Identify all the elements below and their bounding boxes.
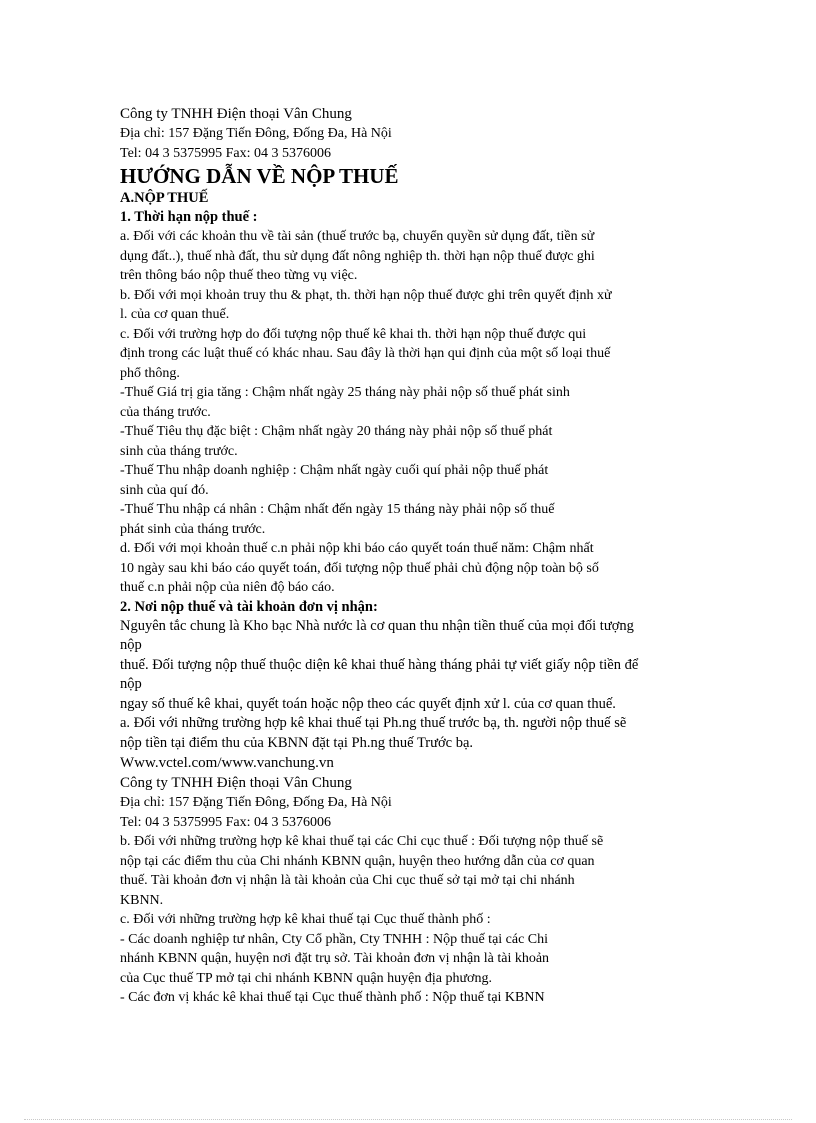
text-line: dụng đất..), thuế nhà đất, thu sử dụng đất nông nghiệp th. thời hạn nộp thuế được ghi xyxy=(120,248,595,264)
document-title: HƯỚNG DẪN VỀ NỘP THUẾ xyxy=(120,164,399,188)
text-line: a. Đối với các khoản thu về tài sản (thuế trước bạ, chuyển quyền sử dụng đất, tiền sử xyxy=(120,229,595,244)
text-line: thuế c.n phải nộp của niên độ báo cáo. xyxy=(120,580,335,595)
text-line: -Thuế Thu nhập doanh nghiệp : Chậm nhất ngày cuối quí phải nộp thuế phát xyxy=(120,463,549,478)
text-line: KBNN. xyxy=(120,892,164,908)
text-line: a. Đối với những trường hợp kê khai thuế tại Ph.ng thuế trước bạ, th. người nộp thuế sẽ xyxy=(120,715,627,731)
text-line: trên thông báo nộp thuế theo từng vụ việc. xyxy=(120,268,358,283)
page-bottom-divider xyxy=(24,1119,792,1120)
text-line: thuế. Tài khoản đơn vị nhận là tài khoản của Chi cục thuế sở tại mở tại chi nhánh xyxy=(120,873,575,888)
text-line: - Các doanh nghiệp tư nhân, Cty Cổ phần, Cty TNHH : Nộp thuế tại các Chi xyxy=(120,931,549,947)
text-line: c. Đối với trường hợp do đối tượng nộp thuế kê khai th. thời hạn nộp thuế được qui xyxy=(120,326,587,342)
text-line: thuế. Đối tượng nộp thuế thuộc diện kê khai thuế hàng tháng phải tự viết giấy nộp tiền để xyxy=(120,656,639,673)
company-address-repeat: Địa chỉ: 157 Đặng Tiến Đông, Đống Đa, Hà Nội xyxy=(120,795,392,810)
heading-1: 1. Thời hạn nộp thuế : xyxy=(120,209,258,225)
text-line: 10 ngày sau khi báo cáo quyết toán, đối tượng nộp thuế phải chủ động nộp toàn bộ số xyxy=(120,560,599,576)
company-address: Địa chỉ: 157 Đặng Tiến Đông, Đống Đa, Hà Nội xyxy=(120,126,392,141)
text-line: - Các đơn vị khác kê khai thuế tại Cục thuế thành phố : Nộp thuế tại KBNN xyxy=(120,990,545,1005)
text-line: -Thuế Tiêu thụ đặc biệt : Chậm nhất ngày 20 tháng này phải nộp số thuế phát xyxy=(120,424,553,439)
text-line: định trong các luật thuế có khác nhau. Sau đây là thời hạn qui định của một số loại thuế xyxy=(120,346,611,361)
text-line: ngay số thuế kê khai, quyết toán hoặc nộp theo các quyết định xử l. của cơ quan thuế. xyxy=(120,695,616,712)
text-line: nhánh KBNN quận, huyện nơi đặt trụ sở. Tài khoản đơn vị nhận là tài khoản xyxy=(120,951,550,966)
company-name-repeat: Công ty TNHH Điện thoại Vân Chung xyxy=(120,775,352,791)
text-line: l. của cơ quan thuế. xyxy=(120,307,230,322)
text-line: phát sinh của tháng trước. xyxy=(120,521,266,537)
text-line: b. Đối với mọi khoản truy thu & phạt, th. thời hạn nộp thuế được ghi trên quyết định xử xyxy=(120,287,612,303)
text-line: nộp xyxy=(120,637,142,653)
text-line: của Cục thuế TP mở tại chi nhánh KBNN quận huyện địa phương. xyxy=(120,970,492,986)
heading-2: 2. Nơi nộp thuế và tài khoản đơn vị nhận: xyxy=(120,598,378,615)
part-1-text xyxy=(120,227,710,598)
company-name: Công ty TNHH Điện thoại Vân Chung xyxy=(120,106,352,122)
text-line: nộp tiền tại điểm thu của KBNN đặt tại Ph.ng thuế Trước bạ. xyxy=(120,734,474,751)
text-line: -Thuế Giá trị gia tăng : Chậm nhất ngày 25 tháng này phải nộp số thuế phát sinh xyxy=(120,385,570,400)
text-line: của tháng trước. xyxy=(120,404,211,420)
section-a-heading: A.NỘP THUẾ xyxy=(120,190,209,206)
part-3-text xyxy=(120,832,710,1008)
text-line: nộp tại các điểm thu của Chi nhánh KBNN quận, huyện theo hướng dẫn của cơ quan xyxy=(120,853,595,869)
company-website: Www.vctel.com/www.vanchung.vn xyxy=(120,755,334,771)
text-line: Nguyên tắc chung là Kho bạc Nhà nước là cơ quan thu nhận tiền thuế của mọi đối tượng xyxy=(120,617,634,634)
text-line: sinh của tháng trước. xyxy=(120,443,238,459)
text-line: nộp xyxy=(120,676,142,692)
text-line: -Thuế Thu nhập cá nhân : Chậm nhất đến ngày 15 tháng này phải nộp số thuế xyxy=(120,502,555,517)
part-2-text xyxy=(120,617,710,754)
text-line: d. Đối với mọi khoản thuế c.n phải nộp khi báo cáo quyết toán thuế năm: Chậm nhất xyxy=(120,541,594,556)
company-phone-repeat: Tel: 04 3 5375995 Fax: 04 3 5376006 xyxy=(120,814,331,830)
text-line: c. Đối với những trường hợp kê khai thuế tại Cục thuế thành phố : xyxy=(120,912,491,927)
text-line: phổ thông. xyxy=(120,365,180,381)
company-phone: Tel: 04 3 5375995 Fax: 04 3 5376006 xyxy=(120,145,331,161)
text-line: sinh của quí đó. xyxy=(120,482,209,498)
text-line: b. Đối với những trường hợp kê khai thuế tại các Chi cục thuế : Đối tượng nộp thuế sẽ xyxy=(120,834,604,849)
document-page xyxy=(120,104,710,1008)
